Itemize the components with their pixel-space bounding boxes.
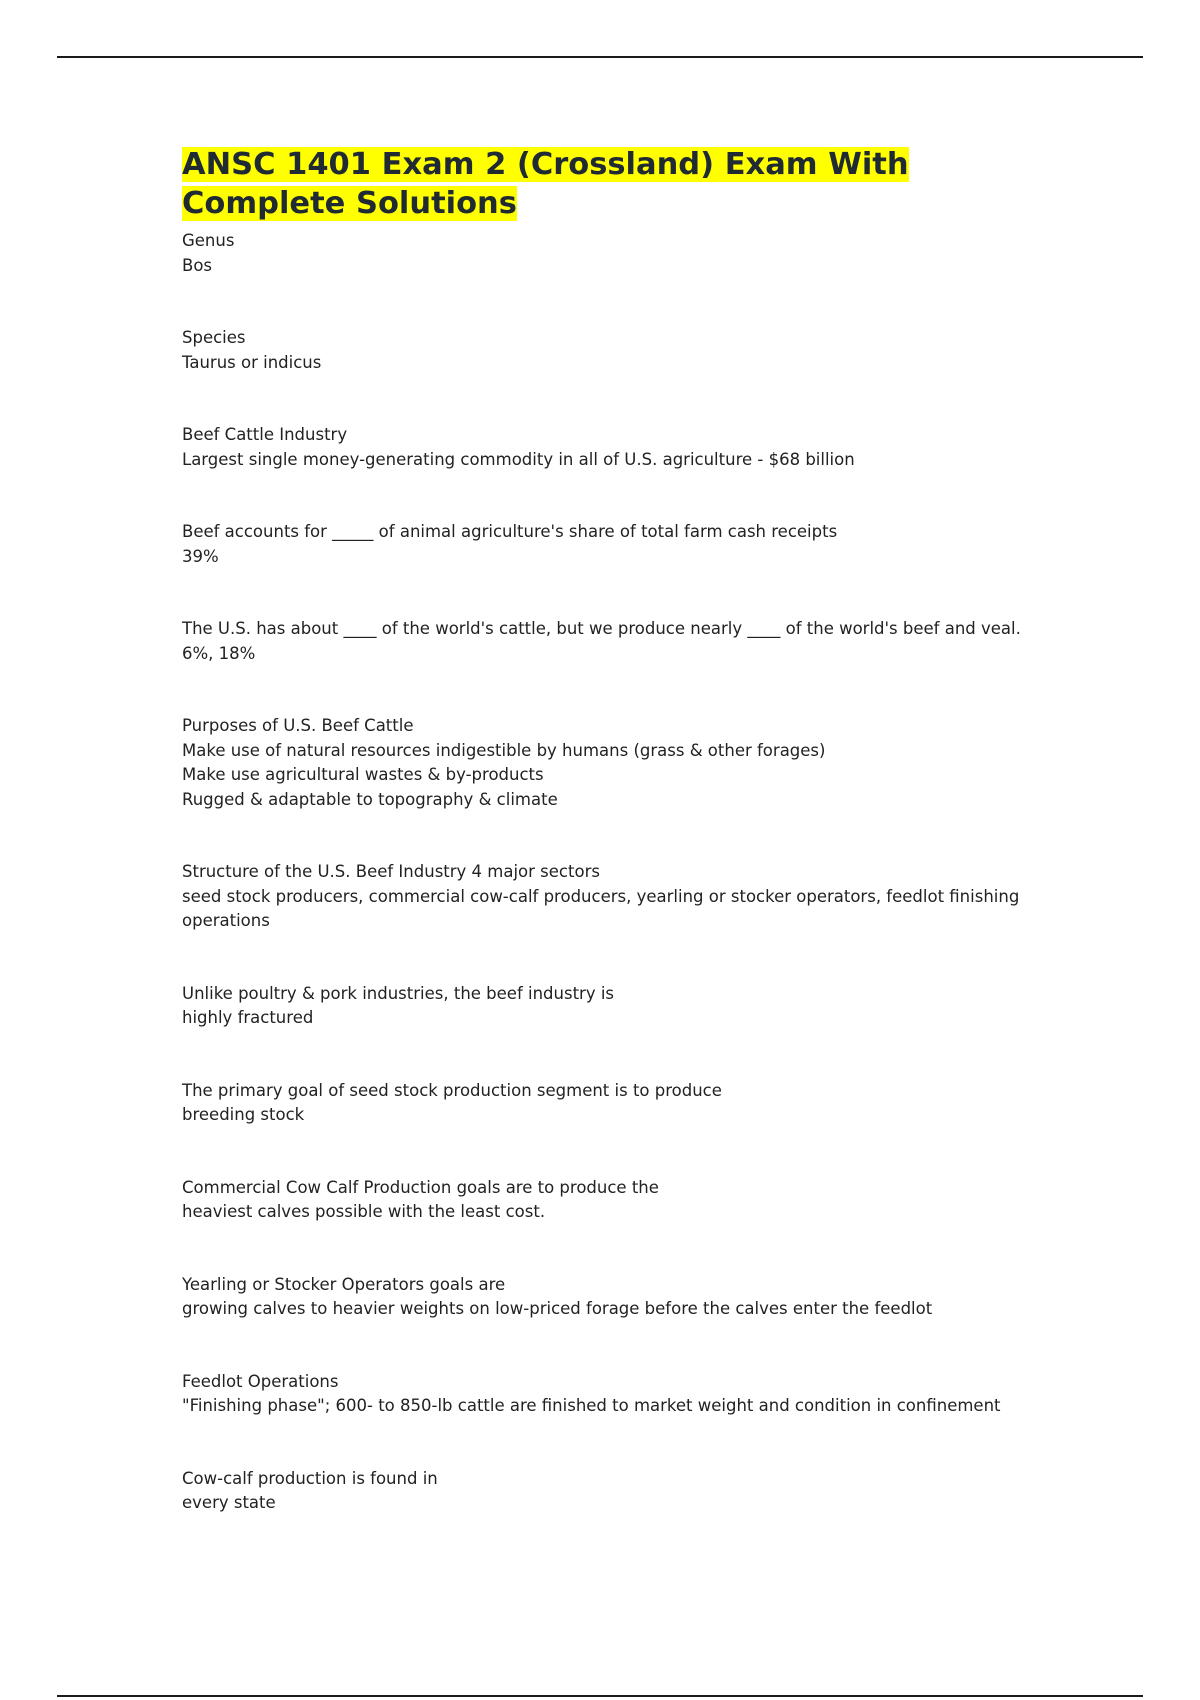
qa-item <box>182 1176 1062 1225</box>
question-text: Cow-calf production is found in <box>182 1468 438 1488</box>
qa-item <box>182 520 1062 569</box>
qa-item <box>182 1370 1062 1419</box>
question-text: Feedlot Operations <box>182 1371 339 1391</box>
answer-text: Largest single money-generating commodity in all of U.S. agriculture - $68 billion <box>182 449 855 469</box>
question-text: Beef accounts for _____ of animal agriculture's share of total farm cash receipts <box>182 522 838 541</box>
answer-text: 39% <box>182 546 219 566</box>
answer-text: Make use of natural resources indigestible by humans (grass & other forages) <box>182 740 826 760</box>
answer-text: "Finishing phase"; 600- to 850-lb cattle are finished to market weight and condition in confinement <box>182 1396 1001 1415</box>
document-title <box>182 145 1062 223</box>
qa-item <box>182 423 1062 472</box>
top-rule <box>57 56 1143 58</box>
document-body <box>182 145 1062 1516</box>
document-title-text: ANSC 1401 Exam 2 (Crossland) Exam With Complete Solutions <box>182 147 909 221</box>
question-text: Unlike poultry & pork industries, the beef industry is <box>182 983 615 1003</box>
qa-item <box>182 1079 1062 1128</box>
answer-text: Taurus or indicus <box>182 352 322 372</box>
question-text: Genus <box>182 231 235 250</box>
question-text: Commercial Cow Calf Production goals are to produce the <box>182 1177 659 1197</box>
qa-item <box>182 714 1062 812</box>
answer-text: every state <box>182 1493 276 1512</box>
question-text: The primary goal of seed stock production segment is to produce <box>182 1080 722 1100</box>
answer-text: growing calves to heavier weights on low-priced forage before the calves enter the feedlot <box>182 1299 933 1318</box>
answer-text: Bos <box>182 255 213 275</box>
qa-item <box>182 860 1062 934</box>
answer-text: seed stock producers, commercial cow-calf producers, yearling or stocker operators, feedlot finishing operations <box>182 886 1020 930</box>
qa-item <box>182 326 1062 375</box>
question-text: Purposes of U.S. Beef Cattle <box>182 716 414 735</box>
bottom-rule <box>57 1695 1143 1697</box>
answer-text: highly fractured <box>182 1008 314 1027</box>
question-text: Beef Cattle Industry <box>182 425 348 444</box>
question-text: Structure of the U.S. Beef Industry 4 major sectors <box>182 862 600 881</box>
qa-item <box>182 229 1062 278</box>
answer-text: Make use agricultural wastes & by-products <box>182 765 544 784</box>
question-text: Species <box>182 328 246 347</box>
qa-item <box>182 1467 1062 1516</box>
qa-item <box>182 617 1062 666</box>
qa-item <box>182 1273 1062 1322</box>
answer-text: heaviest calves possible with the least cost. <box>182 1202 546 1221</box>
answer-text: breeding stock <box>182 1105 305 1124</box>
question-text: Yearling or Stocker Operators goals are <box>182 1274 506 1294</box>
question-text: The U.S. has about ____ of the world's cattle, but we produce nearly ____ of the world's beef and veal. <box>182 619 1021 638</box>
qa-item <box>182 982 1062 1031</box>
answer-text: Rugged & adaptable to topography & climate <box>182 789 558 809</box>
answer-text: 6%, 18% <box>182 643 256 663</box>
